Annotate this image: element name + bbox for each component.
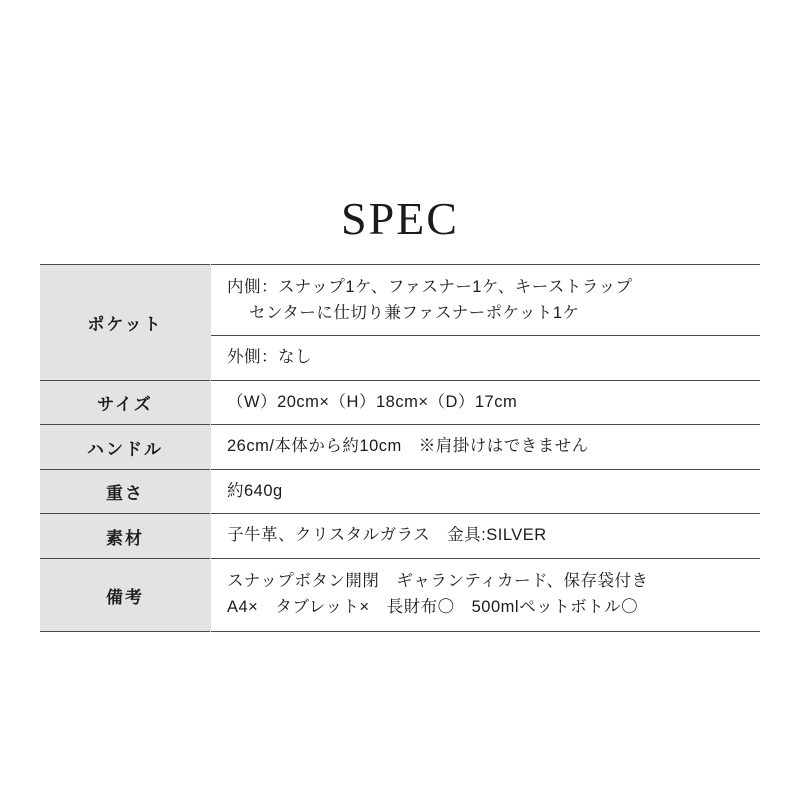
table-row xyxy=(40,558,760,631)
pocket-inner-line-2: センターに仕切り兼ファスナーポケット1ケ xyxy=(249,303,580,322)
row-label-material: 素材 xyxy=(40,514,211,559)
spec-table xyxy=(40,264,760,632)
row-value-weight xyxy=(211,469,761,514)
row-label-size: サイズ xyxy=(40,380,211,425)
pocket-outer-line-1: 外側：なし xyxy=(227,348,312,367)
row-value-material xyxy=(211,514,761,559)
table-row xyxy=(40,425,760,470)
row-value-size xyxy=(211,380,761,425)
row-label-pocket: ポケット xyxy=(40,265,211,381)
row-label-handle: ハンドル xyxy=(40,425,211,470)
row-value-pocket-inner xyxy=(211,265,761,336)
row-label-remarks: 備考 xyxy=(40,558,211,631)
table-row xyxy=(40,265,760,336)
weight-line-1: 約640g xyxy=(227,481,283,500)
remarks-line-2: A4× タブレット× 長財布〇 500mlペットボトル〇 xyxy=(227,597,639,616)
row-label-weight: 重さ xyxy=(40,469,211,514)
page-title: SPEC xyxy=(341,193,459,244)
table-row xyxy=(40,380,760,425)
row-value-handle xyxy=(211,425,761,470)
remarks-line-1: スナップボタン開閉 ギャランティカード、保存袋付き xyxy=(227,571,649,590)
row-value-pocket-outer xyxy=(211,336,761,381)
table-row xyxy=(40,469,760,514)
row-value-remarks xyxy=(211,558,761,631)
pocket-inner-line-1: 内側：スナップ1ケ、ファスナー1ケ、キーストラップ xyxy=(227,278,633,296)
table-row xyxy=(40,514,760,559)
handle-line-1: 26cm/本体から約10cm ※肩掛けはできません xyxy=(227,437,589,456)
size-line-1: （W）20cm×（H）18cm×（D）17cm xyxy=(227,392,518,411)
material-line-1: 子牛革、クリスタルガラス 金具:SILVER xyxy=(227,526,547,545)
